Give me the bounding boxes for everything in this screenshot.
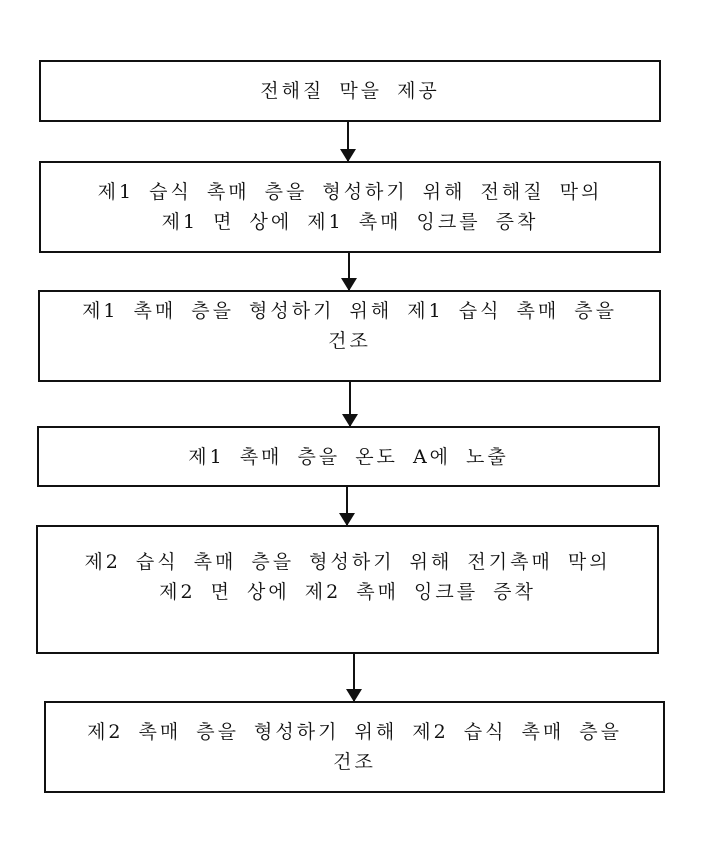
step-2-text-line-2: 제1 면 상에 제1 촉매 잉크를 증착 bbox=[161, 211, 539, 233]
step-5-box bbox=[36, 525, 659, 654]
step-5-text-line-2: 제2 면 상에 제2 촉매 잉크를 증착 bbox=[159, 581, 536, 603]
arrow-4-to-5 bbox=[346, 487, 348, 525]
step-2-text-line-1: 제1 습식 촉매 층을 형성하기 위해 전해질 막의 bbox=[97, 181, 603, 203]
step-6-text-line-1: 제2 촉매 층을 형성하기 위해 제2 습식 촉매 층을 bbox=[87, 721, 622, 743]
step-4-text: 제1 촉매 층을 온도 A에 노출 bbox=[188, 445, 509, 468]
step-1-text: 전해질 막을 제공 bbox=[260, 80, 440, 102]
step-6-box bbox=[44, 701, 665, 793]
arrow-3-to-4 bbox=[349, 382, 351, 426]
arrow-5-to-6 bbox=[353, 654, 355, 701]
arrow-2-to-3 bbox=[348, 253, 350, 290]
step-1-box bbox=[39, 60, 661, 122]
arrow-1-to-2 bbox=[347, 122, 349, 161]
step-2-box bbox=[39, 161, 661, 253]
step-4-box bbox=[37, 426, 660, 487]
step-3-text-line-2: 건조 bbox=[328, 330, 371, 352]
step-3-text-line-1: 제1 촉매 층을 형성하기 위해 제1 습식 촉매 층을 bbox=[82, 300, 617, 322]
step-5-text-line-1: 제2 습식 촉매 층을 형성하기 위해 전기촉매 막의 bbox=[84, 551, 611, 573]
step-3-box bbox=[38, 290, 661, 382]
step-6-text-line-2: 건조 bbox=[333, 751, 376, 773]
